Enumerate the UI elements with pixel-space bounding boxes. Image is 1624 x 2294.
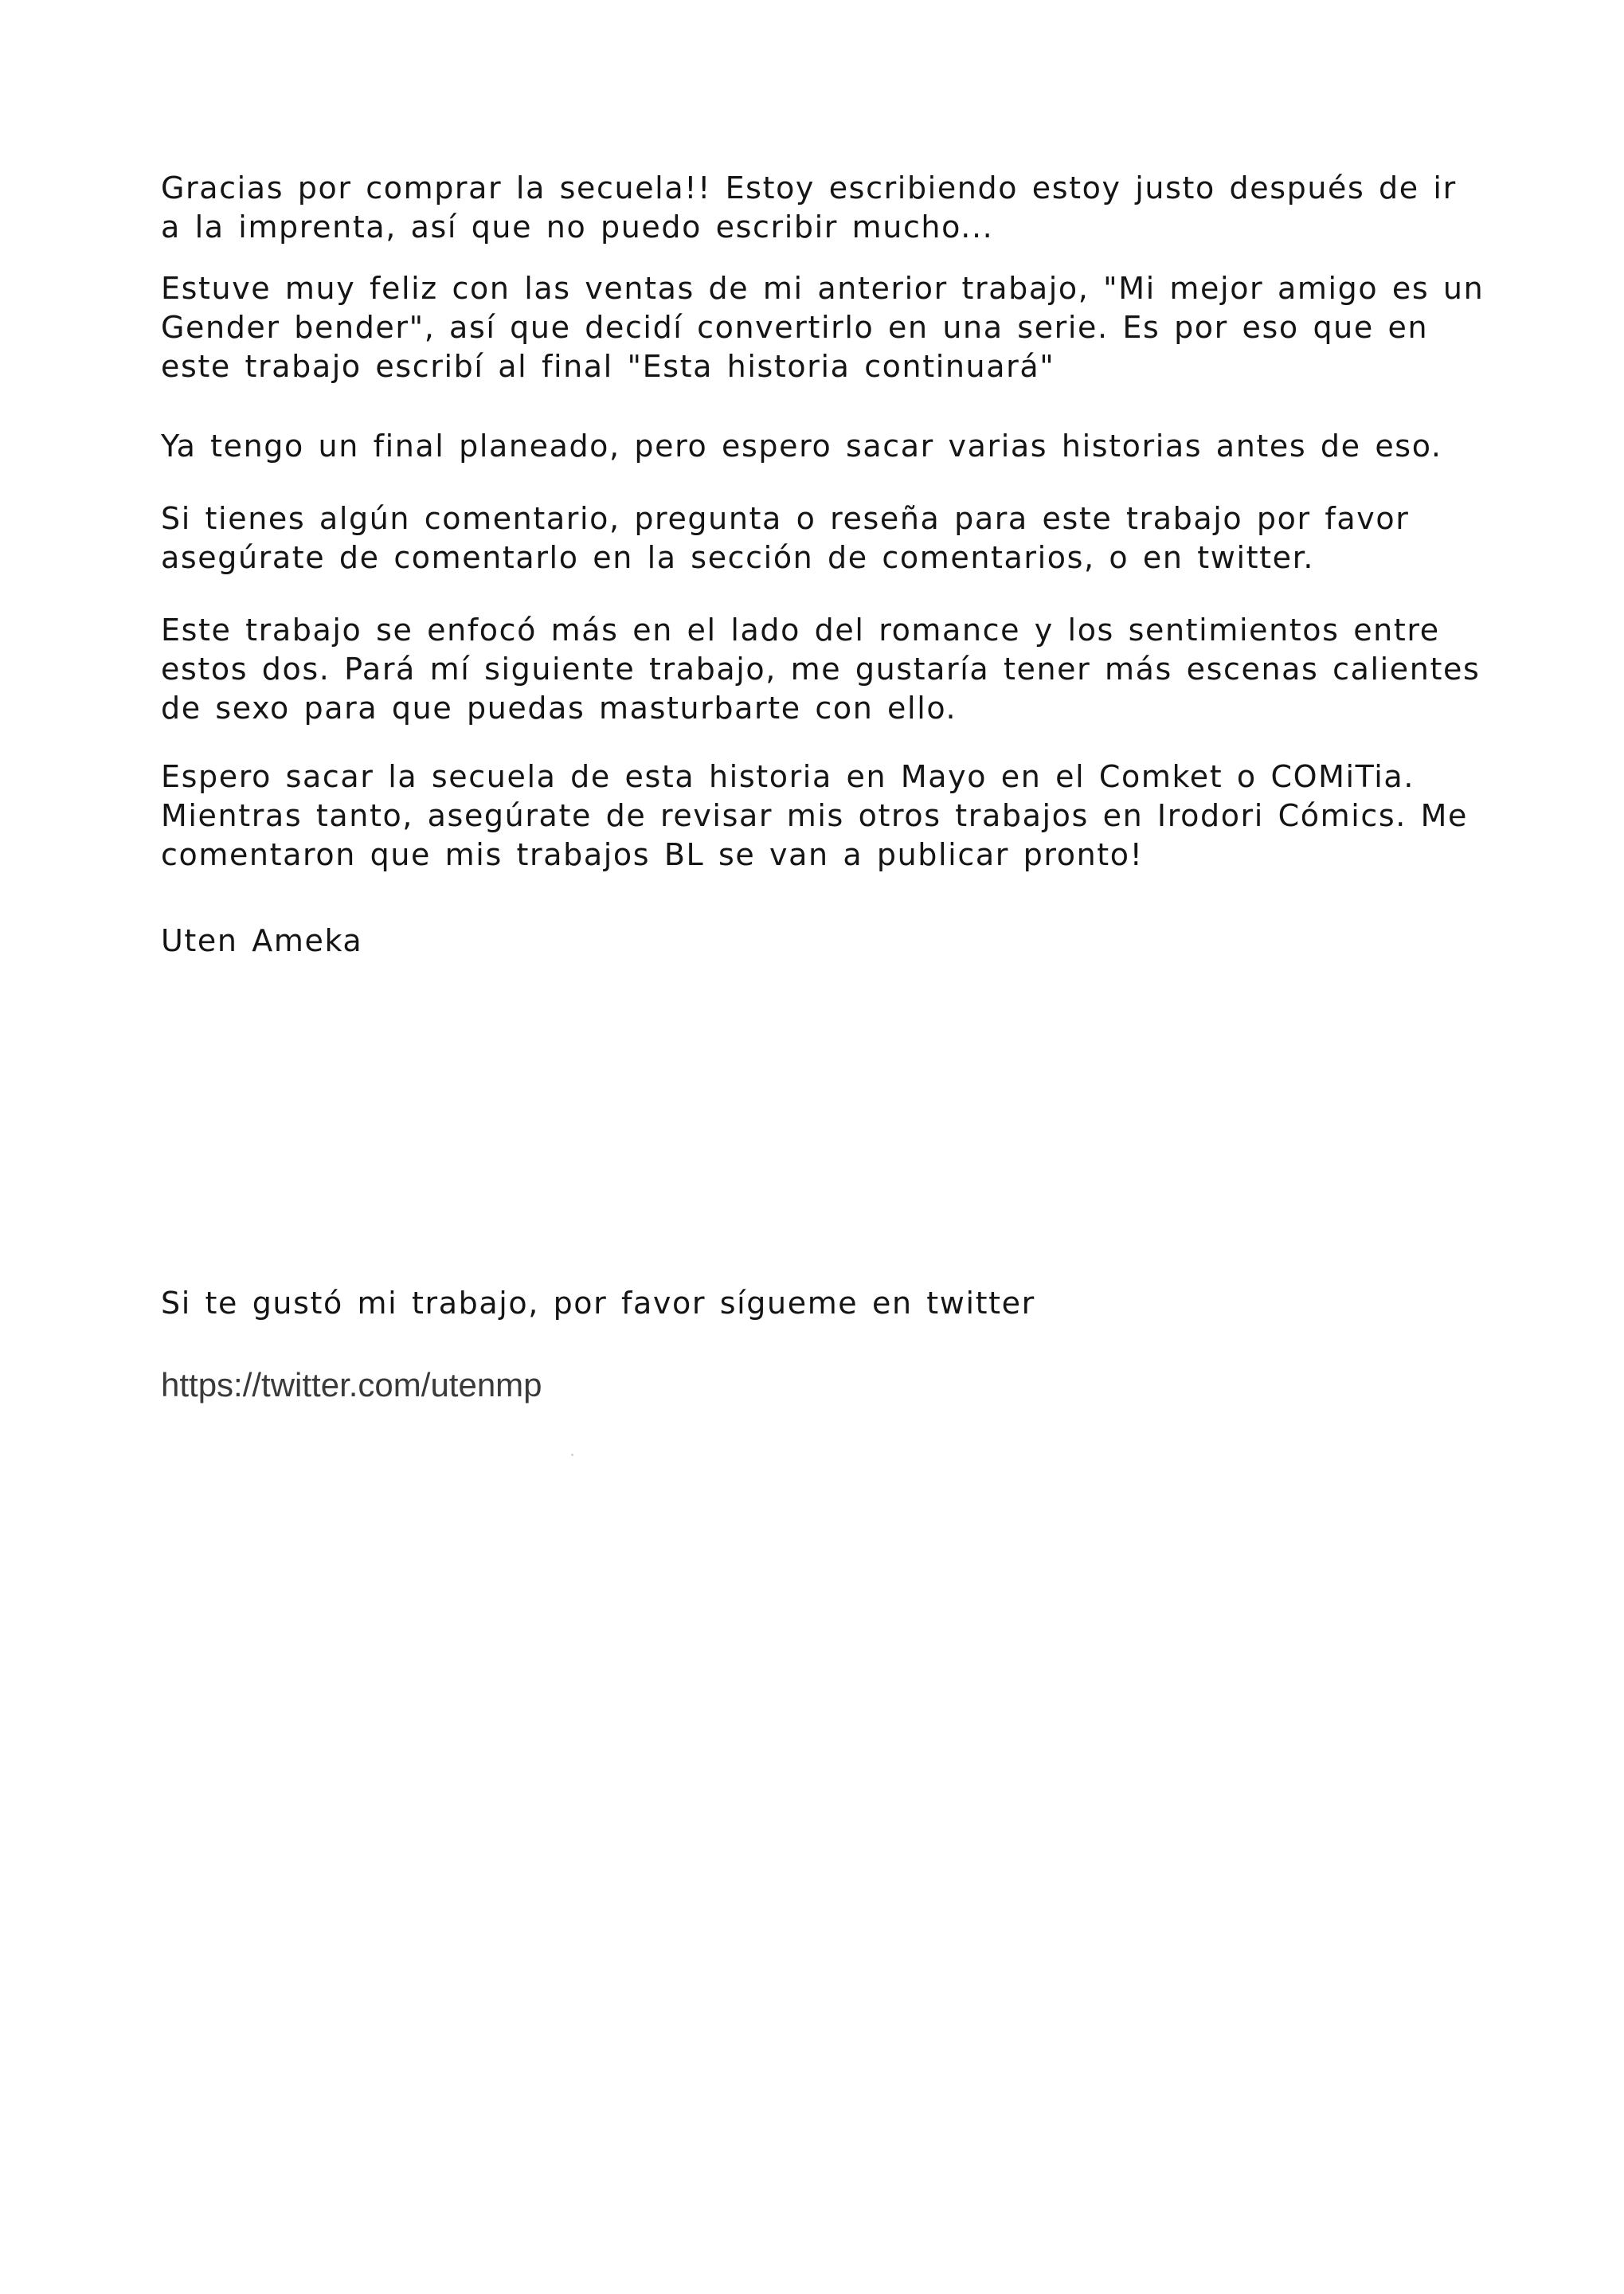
text-line: Si tienes algún comentario, pregunta o reseña para este trabajo por favor: [161, 501, 1410, 536]
text-line: este trabajo escribí al final "Esta historia continuará": [161, 349, 1055, 384]
follow-text: Si te gustó mi trabajo, por favor sígueme en twitter: [161, 1286, 1035, 1321]
text-line: asegúrate de comentarlo en la sección de comentarios, o en twitter.: [161, 540, 1314, 575]
signature-text: Uten Ameka: [161, 923, 363, 958]
paragraph-ending-planned: [161, 427, 1467, 466]
paragraph-previous-work: [161, 269, 1485, 386]
text-line: Este trabajo se enfocó más en el lado del romance y los sentimientos entre: [161, 613, 1440, 648]
text-line: Gender bender", así que decidí convertirlo en una serie. Es por eso que en: [161, 310, 1429, 345]
text-line: Mientras tanto, asegúrate de revisar mis otros trabajos en Irodori Cómics. Me: [161, 798, 1468, 833]
text-line: Espero sacar la secuela de esta historia en Mayo en el Comket o COMiTia.: [161, 759, 1415, 794]
text-line: a la imprenta, así que no puedo escribir mucho...: [161, 209, 994, 245]
text-line: de sexo para que puedas masturbarte con ello.: [161, 691, 957, 726]
twitter-link[interactable]: https://twitter.com/utenmp: [161, 1366, 542, 1403]
follow-prompt: [161, 1284, 1467, 1323]
paragraph-intro: [161, 169, 1467, 247]
author-signature: [161, 922, 1467, 961]
text-line: Estuve muy feliz con las ventas de mi anterior trabajo, "Mi mejor amigo es un: [161, 271, 1485, 306]
paragraph-comments: [161, 499, 1467, 577]
text-line: Gracias por comprar la secuela!! Estoy escribiendo estoy justo después de ir: [161, 170, 1457, 206]
text-line: estos dos. Pará mí siguiente trabajo, me gustaría tener más escenas calientes: [161, 652, 1481, 687]
paragraph-sequel-plans: [161, 757, 1467, 875]
text-line: Ya tengo un final planeado, pero espero sacar varias historias antes de eso.: [161, 429, 1442, 464]
paragraph-romance-focus: [161, 611, 1481, 728]
text-line: comentaron que mis trabajos BL se van a publicar pronto!: [161, 837, 1144, 872]
scan-speck: [571, 1454, 573, 1456]
